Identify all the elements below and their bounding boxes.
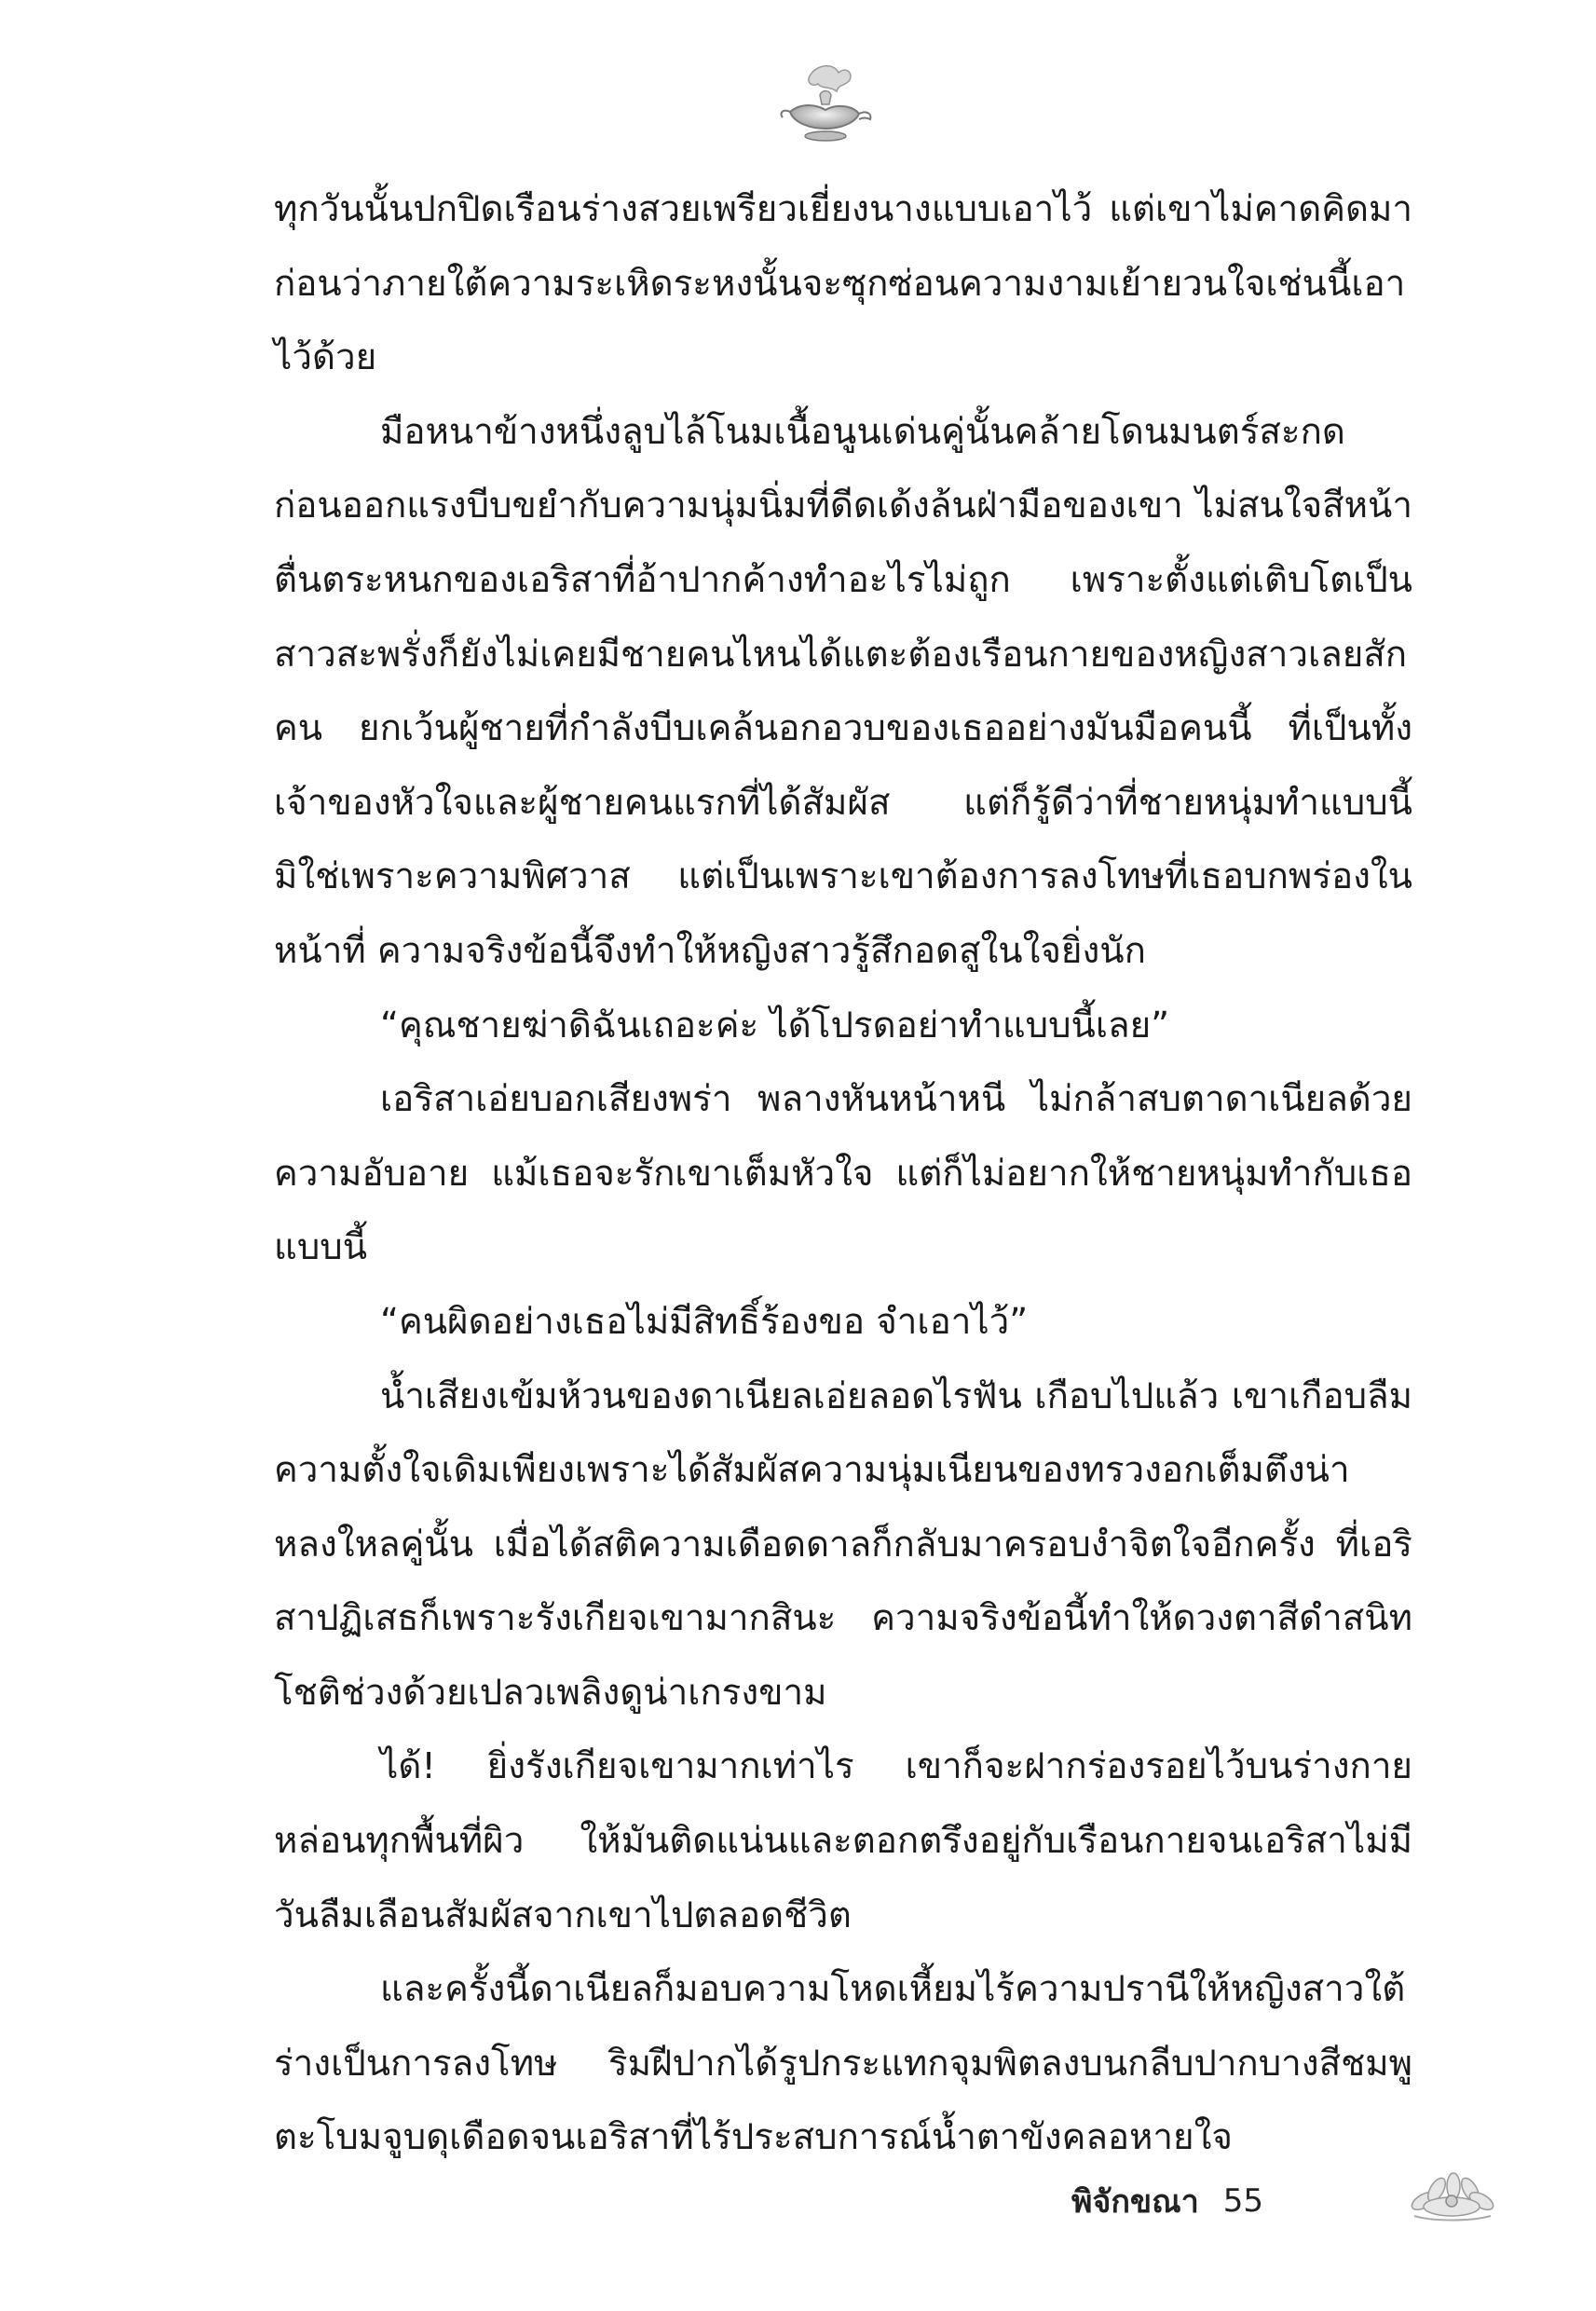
footer-author: พิจักขณา — [1071, 2183, 1199, 2221]
paragraph: และครั้งนี้ดาเนียลก็มอบความโหดเหี้ยมไร้ความปรานีให้หญิงสาวใต้ร่างเป็นการลงโทษ ริมฝีปากได้รูปกระแทกจุมพิตลงบนกลีบปากบางสีชมพู ตะโบมจูบดุเดือดจนเอริสาที่ไร้ประสบการณ์น้ำตาขังคลอหายใจ — [274, 1968, 1412, 2159]
paragraph: มือหนาข้างหนึ่งลูบไล้โนมเนื้อนูนเด่นคู่นั้นคล้ายโดนมนตร์สะกดก่อนออกแรงบีบขยำกับความนุ่มนิ่มที่ดีดเด้งล้นฝ่ามือของเขา ไม่สนใจสีหน้าตื่นตระหนกของเอริสาที่อ้าปากค้างทำอะไรไม่ถูก เพราะตั้งแต่เติบโตเป็นสาวสะพรั่งก็ยังไม่เคยมีชายคนไหนได้แตะต้องเรือนกายของหญิงสาวเลยสักคน ยกเว้นผู้ชายที่กำลังบีบเคล้นอกอวบของเธออย่างมันมือคนนี้ ที่เป็นทั้งเจ้าของหัวใจและผู้ชายคนแรกที่ได้สัมผัส แต่ก็รู้ดีว่าที่ชายหนุ่มทำแบบนี้มิใช่เพราะความพิศวาส แต่เป็นเพราะเขาต้องการลงโทษที่เธอบกพร่องในหน้าที่ ความจริงข้อนี้จึงทำให้หญิงสาวรู้สึกอดสูในใจยิ่งนัก — [274, 410, 1412, 972]
paragraph: ได้! ยิ่งรังเกียจเขามากเท่าไร เขาก็จะฝากร่องรอยไว้บนร่างกายหล่อนทุกพื้นที่ผิว ให้มันติดแน่นและตอกตรึงอยู่กับเรือนกายจนเอริสาไม่มีวันลืมเลือนสัมผัสจากเขาไปตลอดชีวิต — [274, 1745, 1412, 1936]
page-number: 55 — [1222, 2182, 1264, 2220]
paragraph: “คนผิดอย่างเธอไม่มีสิทธิ์ร้องขอ จำเอาไว้” — [380, 1300, 1029, 1343]
flower-ornament-icon — [1396, 2164, 1507, 2231]
paragraph: ทุกวันนั้นปกปิดเรือนร่างสวยเพรียวเยี่ยงนางแบบเอาไว้ แต่เขาไม่คาดคิดมาก่อนว่าภายใต้ความระเหิดระหงนั้นจะซุกซ่อนความงามเย้ายวนใจเช่นนี้เอาไว้ด้วย — [274, 188, 1412, 379]
paragraph: น้ำเสียงเข้มห้วนของดาเนียลเอ่ยลอดไรฟัน เกือบไปแล้ว เขาเกือบลืมความตั้งใจเดิมเพียงเพราะได้สัมผัสความนุ่มเนียนของทรวงอกเต็มตึงน่าหลงใหลคู่นั้น เมื่อได้สติความเดือดดาลก็กลับมาครอบงำจิตใจอีกครั้ง ที่เอริสาปฏิเสธก็เพราะรังเกียจเขามากสินะ ความจริงข้อนี้ทำให้ดวงตาสีดำสนิทโชติช่วงด้วยเปลวเพลิงดูน่าเกรงขาม — [274, 1374, 1412, 1714]
paragraph: เอริสาเอ่ยบอกเสียงพร่า พลางหันหน้าหนี ไม่กล้าสบตาดาเนียลด้วยความอับอาย แม้เธอจะรักเขาเต็มหัวใจ แต่ก็ไม่อยากให้ชายหนุ่มทำกับเธอแบบนี้ — [274, 1078, 1412, 1269]
body-text — [274, 172, 1412, 2175]
page-footer — [1071, 2173, 1263, 2229]
paragraph: “คุณชายฆ่าดิฉันเถอะค่ะ ได้โปรดอย่าทำแบบนี้เลย” — [380, 1004, 1170, 1046]
lamp-ornament-icon — [773, 58, 876, 160]
